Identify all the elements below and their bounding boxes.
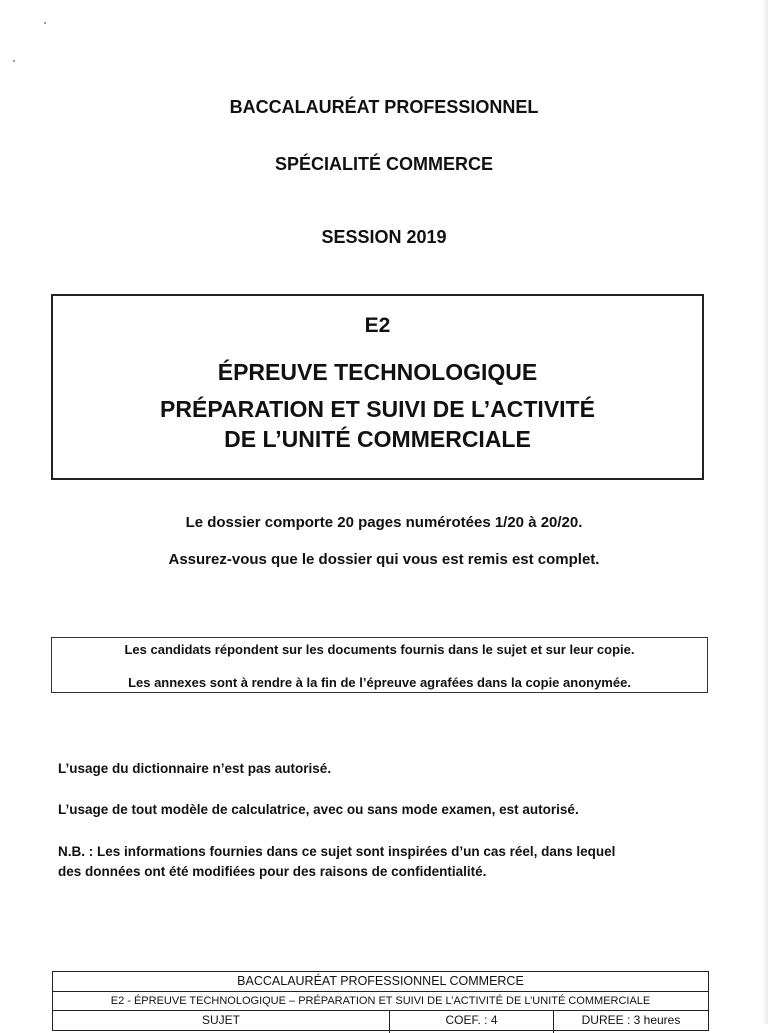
nb-note-line1: N.B. : Les informations fournies dans ce sujet sont inspirées d’un cas réel, dans lequel (58, 844, 616, 859)
instructions-box (51, 637, 708, 693)
completeness-notice: Assurez-vous que le dossier qui vous est remis est complet. (168, 551, 600, 568)
exam-title-box (51, 294, 704, 480)
header-speciality: SPÉCIALITÉ COMMERCE (274, 154, 493, 174)
dictionary-rule: L’usage du dictionnaire n’est pas autorisé. (58, 761, 332, 776)
scan-speck (44, 22, 46, 24)
footer-duration: DUREE : 3 heures (581, 1013, 681, 1027)
header-session: SESSION 2019 (321, 227, 447, 247)
footer-table (52, 971, 709, 1031)
header-diploma: BACCALAURÉAT PROFESSIONNEL (229, 97, 539, 117)
footer-coefficient: COEF. : 4 (390, 1011, 554, 1033)
nb-note-line2: des données ont été modifiées pour des raisons de confidentialité. (58, 864, 487, 879)
exam-title-line3: DE L’UNITÉ COMMERCIALE (224, 426, 531, 452)
instructions-line1: Les candidats répondent sur les documents fournis dans le sujet et sur leur copie. (124, 642, 635, 657)
calculator-rule: L’usage de tout modèle de calculatrice, avec ou sans mode examen, est autorisé. (58, 802, 579, 817)
scan-speck (13, 60, 15, 62)
footer-subject: SUJET (53, 1011, 390, 1033)
instructions-line2: Les annexes sont à rendre à la fin de l’épreuve agrafées dans la copie anonymée. (128, 675, 631, 690)
footer-diploma: BACCALAURÉAT PROFESSIONNEL COMMERCE (53, 972, 708, 992)
exam-title-line2: PRÉPARATION ET SUIVI DE L’ACTIVITÉ (160, 396, 595, 422)
page-count-notice: Le dossier comporte 20 pages numérotées 1/20 à 20/20. (185, 514, 583, 531)
exam-code: E2 (364, 314, 391, 337)
footer-details-row (53, 1011, 708, 1033)
footer-exam-title: E2 - ÉPREUVE TECHNOLOGIQUE – PRÉPARATION ET SUIVI DE L’ACTIVITÉ DE L’UNITÉ COMMERCIALE (53, 992, 708, 1011)
exam-title-line1: ÉPREUVE TECHNOLOGIQUE (217, 359, 538, 385)
